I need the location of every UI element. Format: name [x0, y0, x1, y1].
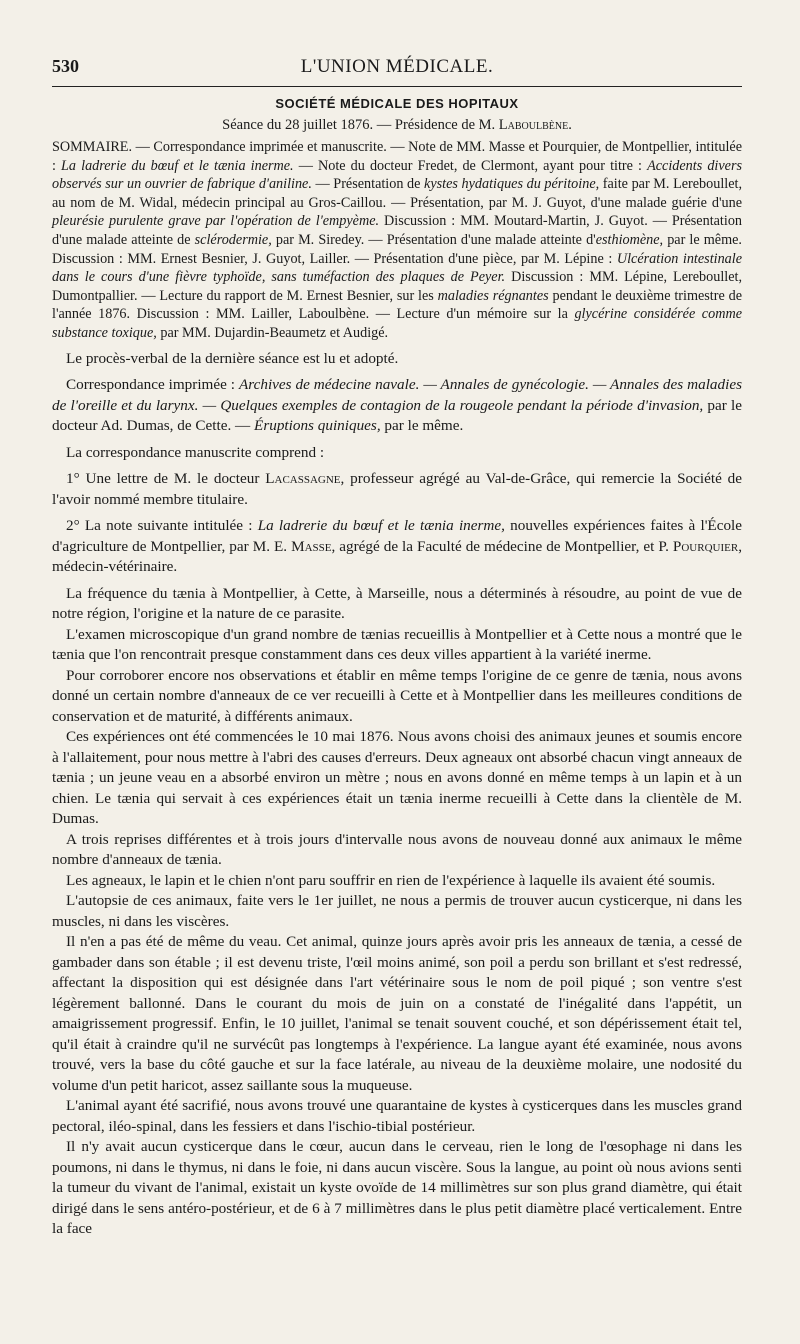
paragraph-text: 2° La note suivante intitulée :	[66, 517, 258, 535]
author-name: Lacassagne,	[265, 470, 345, 488]
summary-text: par M. Siredey. — Présentation d'une malade atteinte d'	[271, 231, 596, 248]
summary-text: Discussion : MM. Lépine, Lereboullet, Dumontpallier. — Lecture du rapport de M. Ernest Besnier, sur les	[52, 269, 742, 304]
paragraph-experiences: Ces expériences ont été commencées le 10 mai 1876. Nous avons choisi des animaux jeunes et soumis encore à l'allaitement, pour nous mettre à l'abri des causes d'erreurs. Deux agneaux ont absorbé chacun vingt anneaux de tænia ; un jeune veau en a absorbé environ un mètre ; nous en avons donné en même temps à un lapin et à un chien. Le tænia qui servait à ces expériences était un tænia inerme recueilli à Cette dans la clientèle de M. Dumas.	[52, 728, 742, 828]
paragraph-text: par le même.	[380, 417, 464, 435]
author-name: Masse,	[291, 537, 336, 555]
paragraph-examen: L'examen microscopique d'un grand nombre de tænias recueillis à Montpellier et à Cette nous a montré que le tænia que l'on rencontrait presque constamment dans ces deux villes appartient à la variété inerme.	[52, 625, 742, 664]
summary-italic: Ulcération intestinale dans le cours d'une fièvre typhoïde, sans tuméfaction des plaques de Peyer.	[52, 250, 743, 286]
summary-italic: maladies régnantes	[437, 287, 549, 304]
paragraph-cysticerque: Il n'y avait aucun cysticerque dans le cœur, aucun dans le cerveau, rien le long de l'œsophage ni dans les poumons, ni dans le thymus, ni dans le foie, ni dans aucun viscère. Sous la langue, au point où nous avions senti la tumeur du vivant de l'animal, existait un kyste ovoïde de 14 millimètres sur son plus grand diamètre, qui était dirigé dans le sens antéro-postérieur, et de 6 à 7 millimètres dans le plus petit diamètre placé verticalement. Entre la face	[52, 1138, 742, 1238]
summary-italic: esthiomène,	[595, 231, 664, 248]
paragraph-correspondance-manuscrite: La correspondance manuscrite comprend :	[66, 443, 325, 461]
section-title: SOCIÉTÉ MÉDICALE DES HOPITAUX	[275, 96, 519, 111]
author-name: Pourquier,	[672, 537, 742, 555]
header-rule	[52, 86, 742, 87]
paragraph-text: 1° Une lettre de M. le docteur	[66, 470, 266, 488]
journal-title: L'UNION MÉDICALE.	[300, 56, 494, 77]
summary-text: — Note du docteur Fredet, de Clermont, ayant pour titre :	[293, 157, 648, 174]
paragraph-note	[52, 516, 742, 578]
summary-text: par MM. Dujardin-Beaumetz et Audigé.	[156, 324, 389, 341]
summary	[52, 138, 742, 343]
paragraph-veau: Il n'en a pas été de même du veau. Cet animal, quinze jours après avoir pris les anneaux de tænia, a cessé de gambader dans son étable ; il est devenu triste, l'œil moins animé, son poil a perdu son brillant et s'est redressé, affectant la disposition qui est désignée dans l'art vétérinaire sous le nom de poil piqué ; son ventre s'est légèrement ballonné. Dans le courant du mois de juin on a constaté de l'inégalité dans l'appétit, un amaigrissement progressif. Enfin, le 10 juillet, l'animal se tenait souvent couché, et son dépérissement était tel, qu'il était à craindre qu'il ne survécût pas longtemps à l'expérience. La langue ayant été examinée, nous avons trouvé, vers la base du côté gauche et sur la face latérale, au niveau de la deuxième molaire, une nodosité du volume d'un petit haricot, assez saillante sous la muqueuse.	[52, 933, 742, 1094]
paragraph-corroborer: Pour corroborer encore nos observations et établir en même temps l'origine de ce genre de tænia, nous avons donné un certain nombre d'anneaux de ce ver recueilli à Cette et à Montpellier dans les meilleures conditions de conservation et de maturité, à différents animaux.	[52, 666, 742, 725]
paragraph-autopsie: L'autopsie de ces animaux, faite vers le 1er juillet, ne nous a permis de trouver aucun cysticerque, ni dans les muscles, ni dans les viscères.	[52, 892, 742, 930]
summary-label: SOMMAIRE.	[52, 139, 133, 155]
page-number: 530	[52, 56, 79, 76]
summary-italic: La ladrerie du bœuf et le tænia inerme.	[61, 157, 294, 174]
summary-text: faite par M. Lereboullet, au nom de M. Widal, médecin principal au Gros-Caillou. — Présentation, par M. J. Guyot, d'une malade guérie d'une	[52, 176, 743, 211]
summary-text: — Correspondance imprimée et manuscrite. — Note de MM. Masse et Pourquier, de Montpellier, intitulée :	[52, 139, 742, 174]
paragraph-text: agrégé de la Faculté de médecine de Montpellier, et P.	[335, 537, 673, 555]
paragraph-text: professeur agrégé au Val-de-Grâce, qui remercie la Société de l'avoir nommé membre titulaire.	[52, 470, 742, 508]
running-head	[52, 0, 742, 90]
paragraph-frequence: La fréquence du tænia à Montpellier, à Cette, à Marseille, nous a déterminés à résoudre, au point de vue de notre région, l'origine et la nature de ce parasite.	[52, 584, 742, 623]
paragraph-proces-verbal: Le procès-verbal de la dernière séance est lu et adopté.	[66, 349, 399, 367]
seance-line	[52, 117, 742, 134]
paragraph-italic: La ladrerie du bœuf et le tænia inerme,	[257, 517, 505, 535]
summary-text: Discussion : MM. Moutard-Martin, J. Guyot. — Présentation d'une malade atteinte de	[52, 213, 743, 248]
summary-italic: kystes hydatiques du péritoine,	[424, 176, 600, 193]
paragraph-lettre	[52, 469, 742, 510]
paragraph-text: médecin-vétérinaire.	[52, 558, 178, 576]
summary-text: pendant le deuxième trimestre de l'année 1876. Discussion : MM. Lailler, Laboulbène. — Lecture d'un mémoire sur la	[52, 287, 742, 323]
paragraph-text: par le docteur Ad. Dumas, de Cette. —	[52, 396, 742, 435]
summary-italic: sclérodermie,	[194, 231, 272, 248]
summary-italic: pleurésie purulente grave par l'opération de l'empyème.	[52, 213, 380, 230]
paragraph-text: nouvelles expériences faites à l'École d'agriculture de Montpellier, par M. E.	[52, 517, 742, 555]
paragraph-agneaux: Les agneaux, le lapin et le chien n'ont paru souffrir en rien de l'expérience à laquelle ils avaient été soumis.	[66, 871, 716, 889]
seance-text: Séance du 28 juillet 1876. — Présidence de M.	[222, 117, 499, 133]
president-name: Laboulbène.	[498, 117, 572, 133]
paragraph-correspondance-imprimee	[52, 375, 742, 437]
paragraph-text: Correspondance imprimée :	[66, 376, 239, 394]
summary-italic: Accidents divers observés sur un ouvrier de fabrique d'aniline.	[52, 157, 742, 193]
summary-text: par le même. Discussion : MM. Ernest Besnier, J. Guyot, Lailler. — Présentation d'une pièce, par M. Lépine :	[52, 231, 742, 267]
summary-italic: glycérine considérée comme substance toxique,	[52, 306, 742, 341]
summary-text: — Présentation de	[311, 176, 425, 193]
paragraph-italic: Archives de médecine navale. — Annales de gynécologie. — Annales des maladies de l'oreille et du larynx. — Quelques exemples de contagion de la rougeole pendant la période d'invasion,	[52, 376, 742, 414]
paragraph-italic: Éruptions quiniques,	[254, 417, 381, 435]
paragraph-sacrifie: L'animal ayant été sacrifié, nous avons trouvé une quarantaine de kystes à cysticerques dans les muscles grand pectoral, iléo-spinal, dans les fessiers et dans l'ischio-tibial postérieur.	[52, 1097, 742, 1135]
paragraph-reprises: A trois reprises différentes et à trois jours d'intervalle nous avons de nouveau donné aux animaux le même nombre d'anneaux de tænia.	[52, 830, 742, 869]
